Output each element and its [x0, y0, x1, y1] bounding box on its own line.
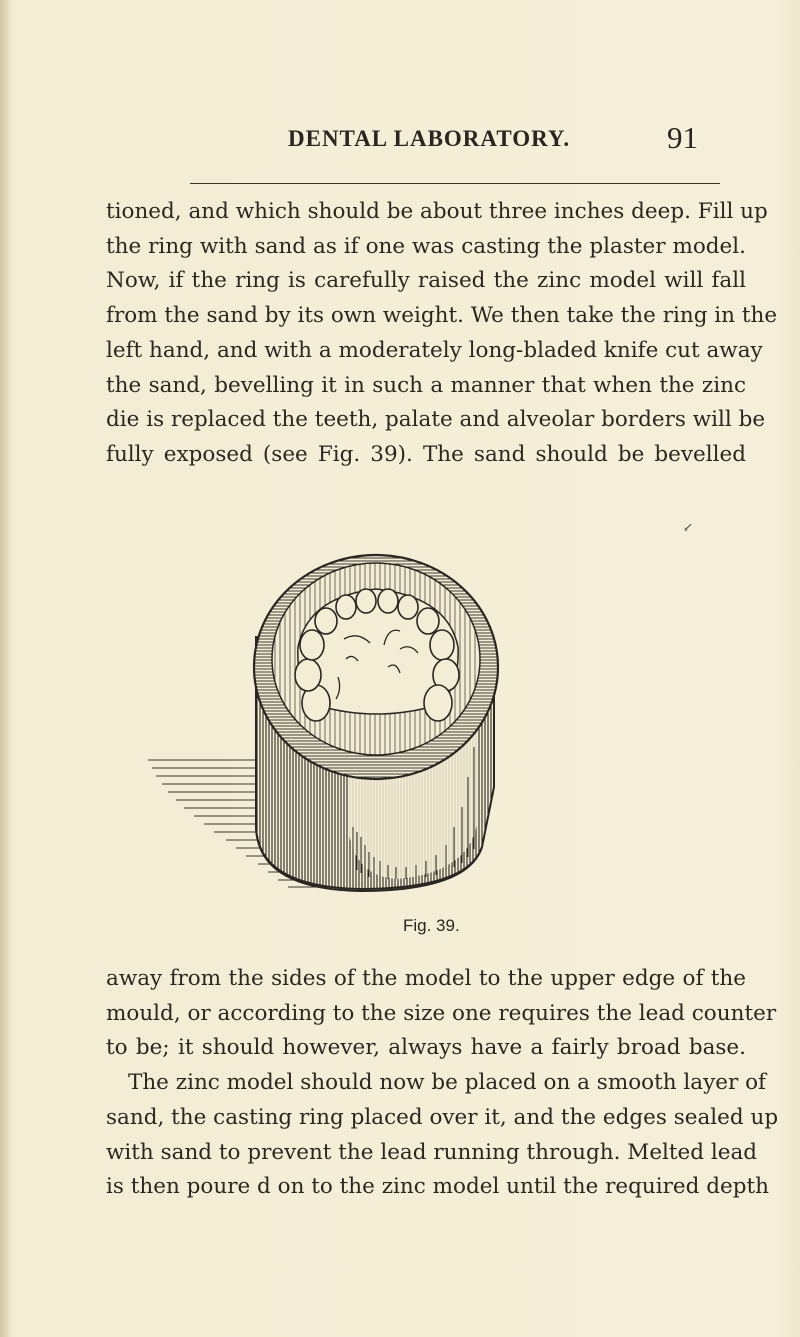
text-line: the sand, bevelling it in such a manner that when the zinc	[106, 372, 746, 398]
text-line: away from the sides of the model to the upper edge of the	[106, 966, 746, 991]
paragraph-bottom	[106, 962, 779, 1205]
text-line: the ring with sand as if one was casting the plaster model.	[106, 233, 746, 259]
figure-39-illustration	[148, 527, 568, 912]
text-line: left hand, and with a moderately long-bladed knife cut away	[106, 337, 763, 363]
text-line: from the sand by its own weight. We then take the ring in the	[106, 303, 778, 329]
page-binding-edge	[0, 0, 10, 1337]
text-line: Now, if the ring is carefully raised the zinc model will fall	[106, 268, 746, 294]
text-line: with sand to prevent the lead running through. Melted lead	[106, 1139, 758, 1165]
header-rule	[190, 183, 720, 184]
printers-mark: ↙	[683, 520, 694, 534]
text-line: die is replaced the teeth, palate and alveolar borders will be	[106, 407, 766, 433]
figure-caption: Fig. 39.	[403, 916, 460, 935]
text-line: fully exposed (see Fig. 39). The sand should be bevelled	[106, 441, 746, 467]
text-line: tioned, and which should be about three inches deep. Fill up	[106, 199, 768, 224]
text-line: mould, or according to the size one requires the lead counter	[106, 1000, 777, 1026]
page-number: 91	[667, 120, 698, 155]
text-line: The zinc model should now be placed on a smooth layer of	[128, 1070, 766, 1096]
paragraph-top	[106, 195, 778, 473]
running-head	[100, 118, 740, 158]
text-line: to be; it should however, always have a fairly broad base.	[106, 1035, 746, 1061]
text-line: sand, the casting ring placed over it, and the edges sealed up	[106, 1104, 779, 1130]
text-line: is then poure d on to the zinc model until the required depth	[106, 1174, 769, 1200]
running-title: DENTAL LABORATORY.	[288, 126, 571, 151]
